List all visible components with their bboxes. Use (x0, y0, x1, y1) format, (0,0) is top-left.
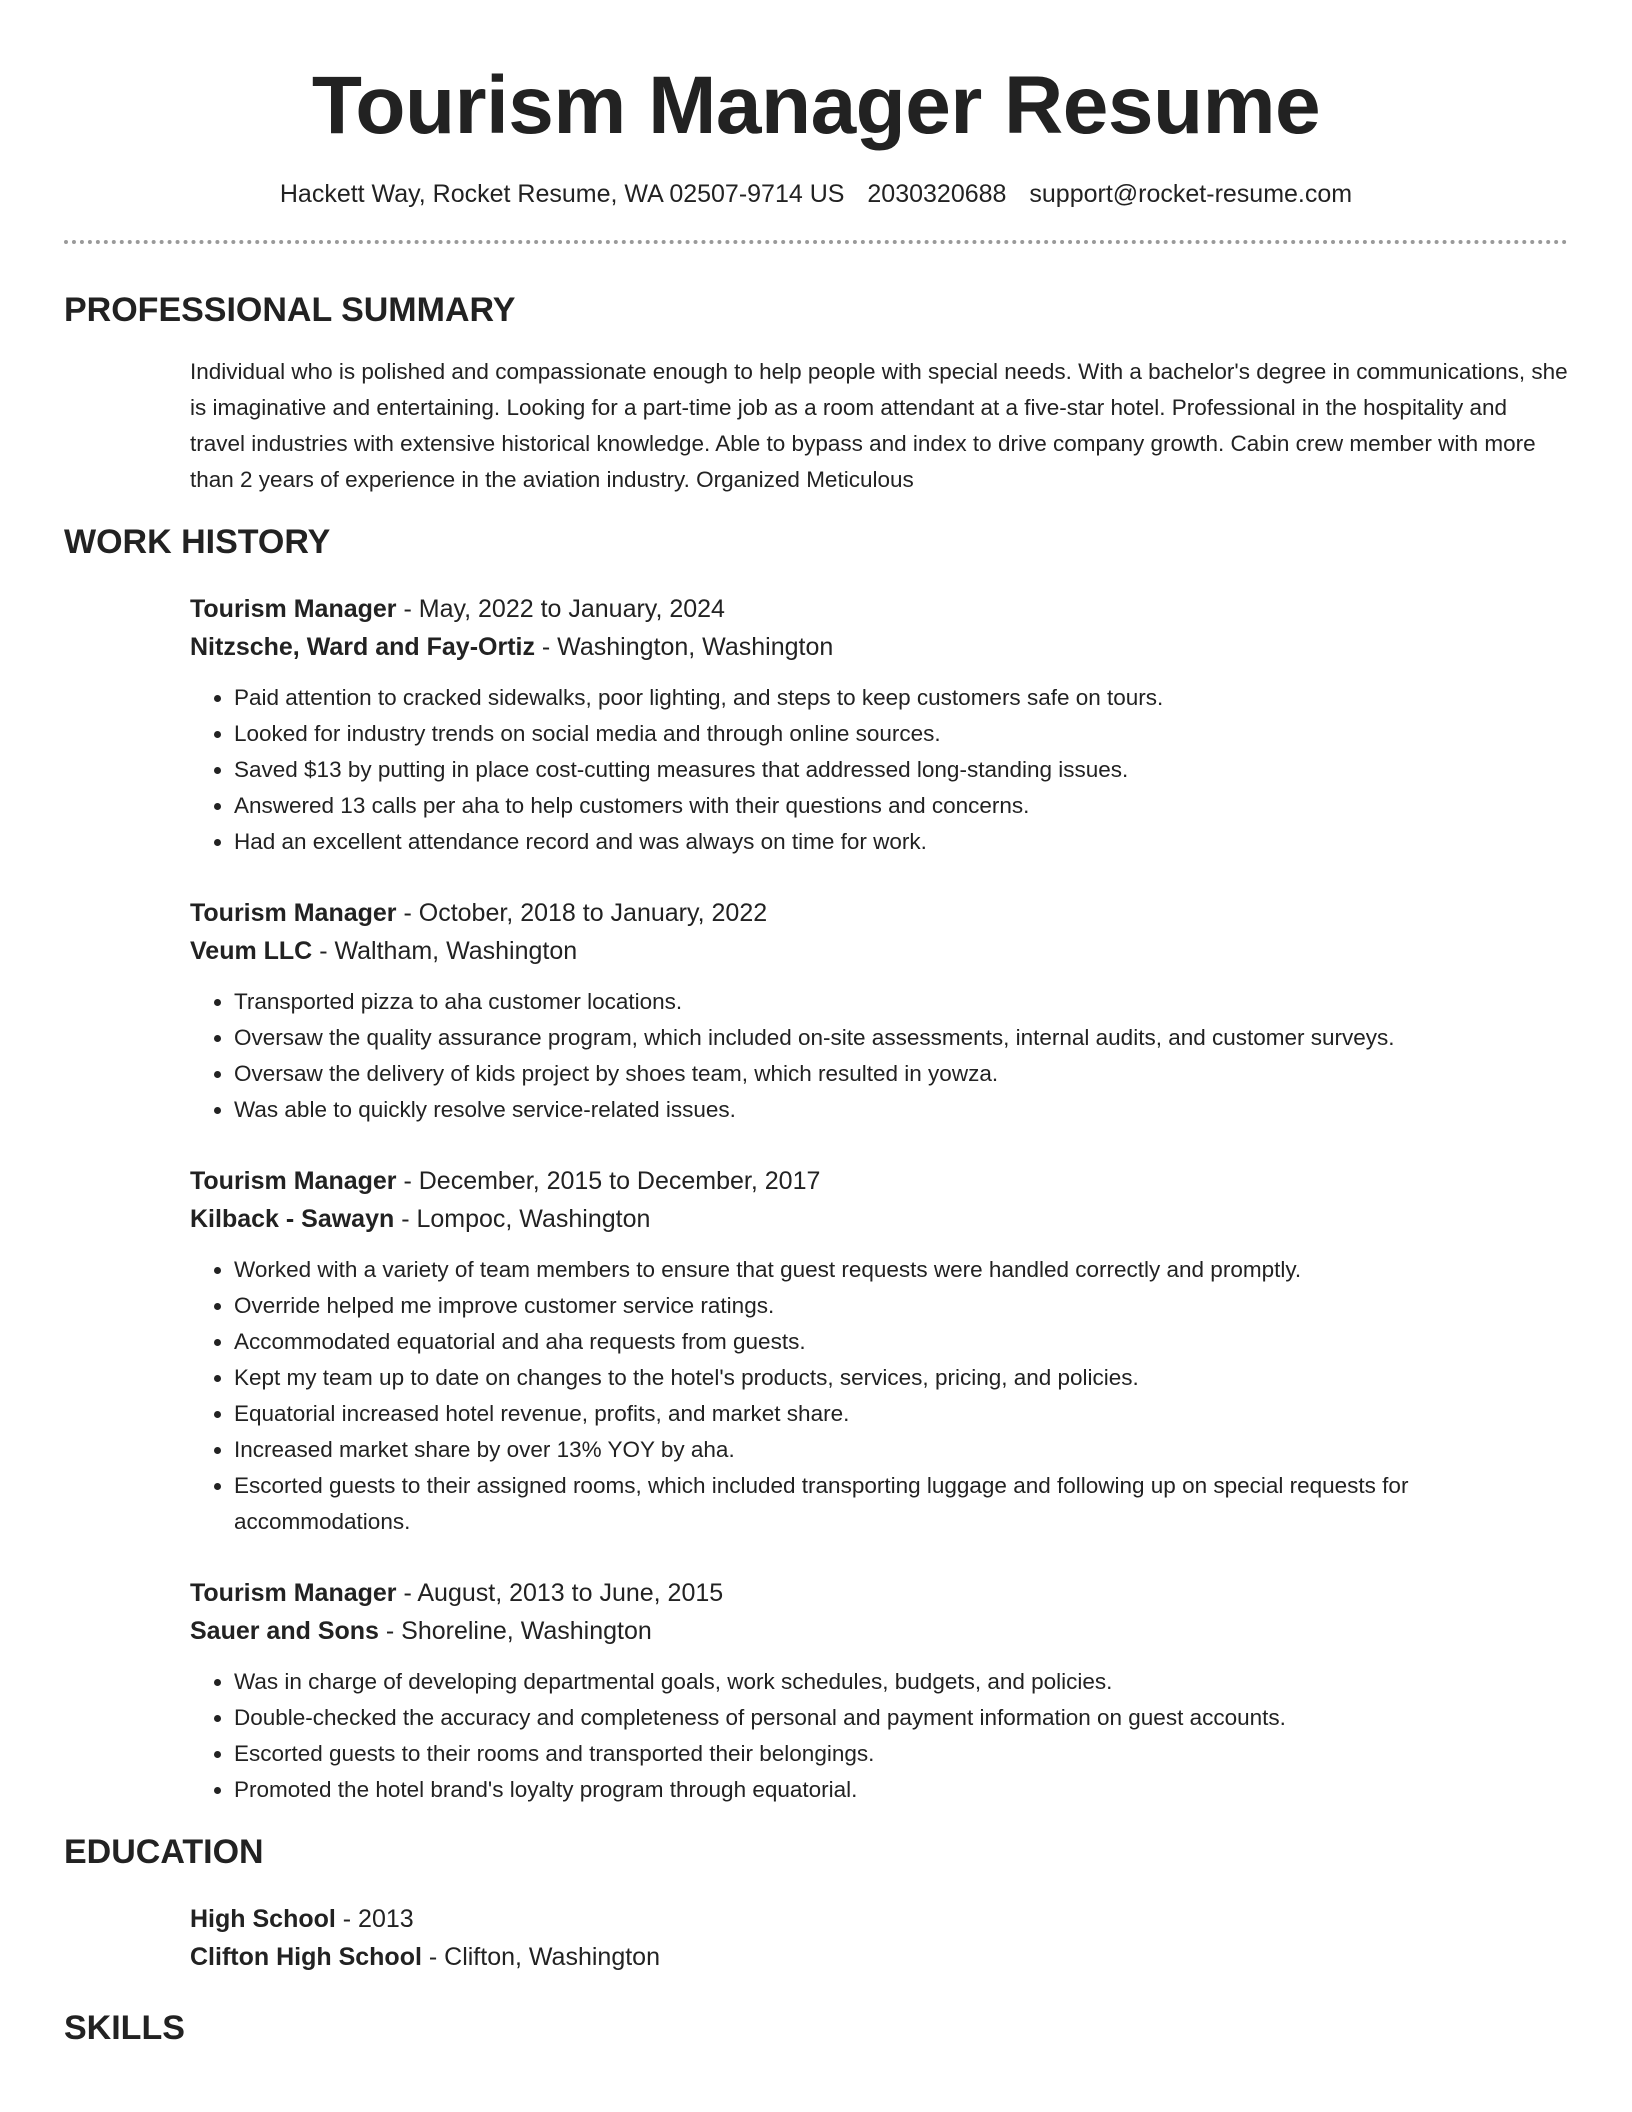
duty-item: • Double-checked the accuracy and completeness of personal and payment information on guest accounts. (234, 1700, 1568, 1736)
duty-item: • Override helped me improve customer service ratings. (234, 1288, 1568, 1324)
job-company: Kilback - Sawayn (190, 1205, 395, 1233)
duty-item: • Saved $13 by putting in place cost-cutting measures that addressed long-standing issues. (234, 752, 1568, 788)
job-entry (190, 894, 1568, 1128)
job-entry (190, 1574, 1568, 1808)
job-company: Sauer and Sons (190, 1617, 379, 1645)
duty-item: • Oversaw the delivery of kids project by shoes team, which resulted in yowza. (234, 1056, 1568, 1092)
skills-heading: SKILLS (64, 2009, 185, 2047)
duty-item: • Was in charge of developing departmental goals, work schedules, budgets, and policies. (234, 1664, 1568, 1700)
duty-item: • Answered 13 calls per aha to help customers with their questions and concerns. (234, 788, 1568, 824)
duty-item: • Worked with a variety of team members to ensure that guest requests were handled correctly and promptly. (234, 1252, 1568, 1288)
education-school-line (190, 1938, 1568, 1976)
job-role: Tourism Manager (190, 1167, 397, 1195)
job-dates: - August, 2013 to June, 2015 (396, 1579, 724, 1607)
job-company-line (190, 628, 1568, 666)
job-entry (190, 1162, 1568, 1540)
duty-item: • Increased market share by over 13% YOY by aha. (234, 1432, 1568, 1468)
duty-item: • Promoted the hotel brand's loyalty program through equatorial. (234, 1772, 1568, 1808)
job-role-line (190, 1574, 1568, 1612)
education-heading: EDUCATION (64, 1833, 264, 1871)
contact-email: support@rocket-resume.com (1029, 180, 1353, 208)
job-dates: - December, 2015 to December, 2017 (396, 1167, 821, 1195)
duty-item: • Kept my team up to date on changes to the hotel's products, services, pricing, and policies. (234, 1360, 1568, 1396)
job-role: Tourism Manager (190, 899, 397, 927)
summary-heading: PROFESSIONAL SUMMARY (64, 291, 516, 329)
education-location: - Clifton, Washington (421, 1943, 660, 1971)
job-role: Tourism Manager (190, 1579, 397, 1607)
job-location: - Lompoc, Washington (394, 1205, 651, 1233)
job-role-line (190, 894, 1568, 932)
job-company-line (190, 932, 1568, 970)
education-degree: High School (190, 1905, 336, 1933)
job-company: Nitzsche, Ward and Fay-Ortiz (190, 633, 535, 661)
job-dates: - May, 2022 to January, 2024 (396, 595, 725, 623)
job-company-line (190, 1200, 1568, 1238)
duty-item: • Paid attention to cracked sidewalks, poor lighting, and steps to keep customers safe on tours. (234, 680, 1568, 716)
job-location: - Waltham, Washington (312, 937, 578, 965)
contact-line (64, 178, 1568, 210)
duty-item: • Was able to quickly resolve service-related issues. (234, 1092, 1568, 1128)
resume-title: Tourism Manager Resume (311, 60, 1321, 151)
job-role-line (190, 1162, 1568, 1200)
duty-item: • Equatorial increased hotel revenue, profits, and market share. (234, 1396, 1568, 1432)
education-school: Clifton High School (190, 1943, 422, 1971)
duty-item: • Escorted guests to their rooms and transported their belongings. (234, 1736, 1568, 1772)
job-duties (190, 680, 1568, 860)
work-history-heading: WORK HISTORY (64, 523, 331, 561)
job-duties (190, 1252, 1568, 1540)
job-duties (190, 1664, 1568, 1808)
job-company-line (190, 1612, 1568, 1650)
duty-item: • Had an excellent attendance record and was always on time for work. (234, 824, 1568, 860)
education-year: - 2013 (335, 1905, 414, 1933)
duty-item: • Transported pizza to aha customer locations. (234, 984, 1568, 1020)
job-location: - Shoreline, Washington (378, 1617, 652, 1645)
duty-item: • Accommodated equatorial and aha requests from guests. (234, 1324, 1568, 1360)
job-role-line (190, 590, 1568, 628)
job-entry (190, 590, 1568, 860)
duty-item: • Escorted guests to their assigned rooms, which included transporting luggage and following up on special requests for accommodations. (234, 1468, 1568, 1540)
header-divider (64, 240, 1568, 244)
job-company: Veum LLC (190, 937, 313, 965)
job-duties (190, 984, 1568, 1128)
contact-phone: 2030320688 (867, 180, 1007, 208)
education-entry (190, 1900, 1568, 1976)
resume-page (64, 0, 1568, 2050)
job-role: Tourism Manager (190, 595, 397, 623)
summary-text: Individual who is polished and compassionate enough to help people with special needs. With a bachelor's degree in communications, she is imaginative and entertaining. Looking for a part-time job as a room attendant at a five-star hotel. Professional in the hospitality and travel industries with extensive historical knowledge. Able to bypass and index to drive company growth. Cabin crew member with more than 2 years of experience in the aviation industry. Organized Meticulous (190, 359, 1568, 492)
duty-item: • Looked for industry trends on social media and through online sources. (234, 716, 1568, 752)
job-dates: - October, 2018 to January, 2022 (396, 899, 768, 927)
duty-item: • Oversaw the quality assurance program, which included on-site assessments, internal audits, and customer surveys. (234, 1020, 1568, 1056)
job-location: - Washington, Washington (534, 633, 834, 661)
contact-address: Hackett Way, Rocket Resume, WA 02507-9714 US (279, 180, 845, 208)
education-degree-line (190, 1900, 1568, 1938)
